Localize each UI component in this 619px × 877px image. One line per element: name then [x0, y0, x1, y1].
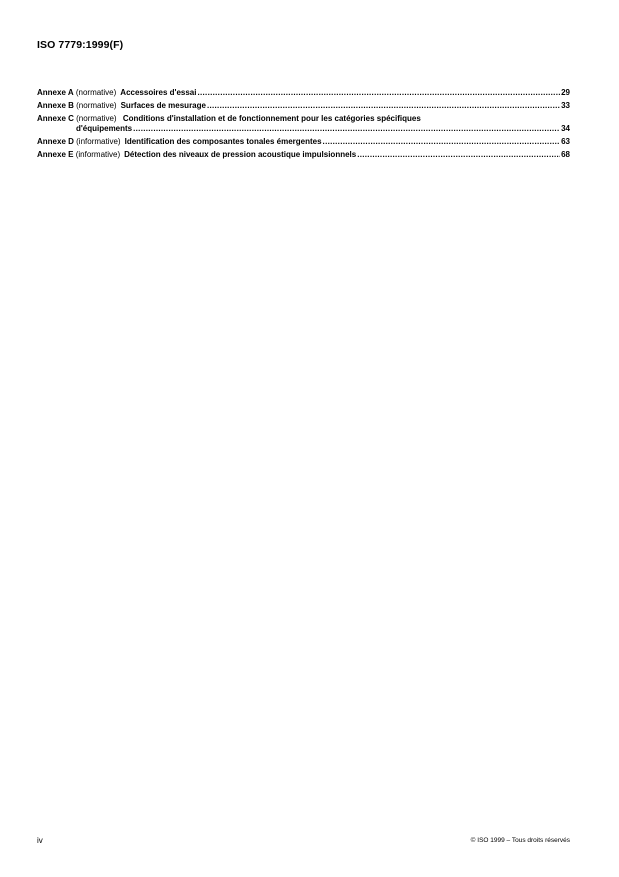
- toc-annex-title: Identification des composantes tonales émergentes: [124, 137, 322, 146]
- toc-annex-label: Annexe E: [37, 150, 74, 159]
- toc-entry-annex-d[interactable]: [37, 137, 570, 147]
- toc-leader-dots: [133, 124, 560, 134]
- toc-annex-title: Conditions d'installation et de fonctionnement pour les catégories spécifiques: [122, 114, 421, 123]
- toc-entry-annex-e[interactable]: [37, 150, 570, 160]
- toc-annex-type: (normative): [76, 101, 117, 110]
- toc-annex-type: (informative): [76, 137, 121, 146]
- toc-annex-label: Annexe D: [37, 137, 74, 146]
- toc-leader-dots: [357, 150, 560, 160]
- toc-annex-label: Annexe A: [37, 88, 74, 97]
- toc-annex-title: Surfaces de mesurage: [120, 101, 206, 110]
- toc-annex-type: (normative): [75, 88, 117, 97]
- toc-annex-title-continuation: d'équipements: [76, 124, 133, 133]
- toc-page-number: 63: [561, 137, 570, 146]
- toc-entry-line-1: [37, 114, 570, 124]
- toc-annex-title: Détection des niveaux de pression acoustique impulsionnels: [124, 150, 357, 159]
- toc-entry-annex-a[interactable]: [37, 88, 570, 98]
- toc-leader-dots: [207, 101, 560, 111]
- toc-annex-label: Annexe C: [37, 114, 74, 123]
- toc-page-number: 34: [561, 124, 570, 133]
- toc-page-number: 68: [561, 150, 570, 159]
- toc-entry-line-2: [37, 124, 570, 134]
- toc-page-number: 29: [561, 88, 570, 97]
- footer-page-number: iv: [37, 836, 43, 845]
- table-of-contents: [37, 88, 570, 163]
- toc-annex-label: Annexe B: [37, 101, 74, 110]
- toc-annex-title: Accessoires d'essai: [120, 88, 197, 97]
- document-header: ISO 7779:1999(F): [37, 39, 124, 51]
- toc-page-number: 33: [561, 101, 570, 110]
- toc-annex-type: (informative): [75, 150, 121, 159]
- toc-entry-annex-c[interactable]: [37, 114, 570, 134]
- footer-copyright: © ISO 1999 – Tous droits réservés: [470, 837, 570, 844]
- toc-entry-annex-b[interactable]: [37, 101, 570, 111]
- toc-leader-dots: [197, 88, 560, 98]
- toc-leader-dots: [323, 137, 561, 147]
- toc-annex-type: (normative): [76, 114, 117, 123]
